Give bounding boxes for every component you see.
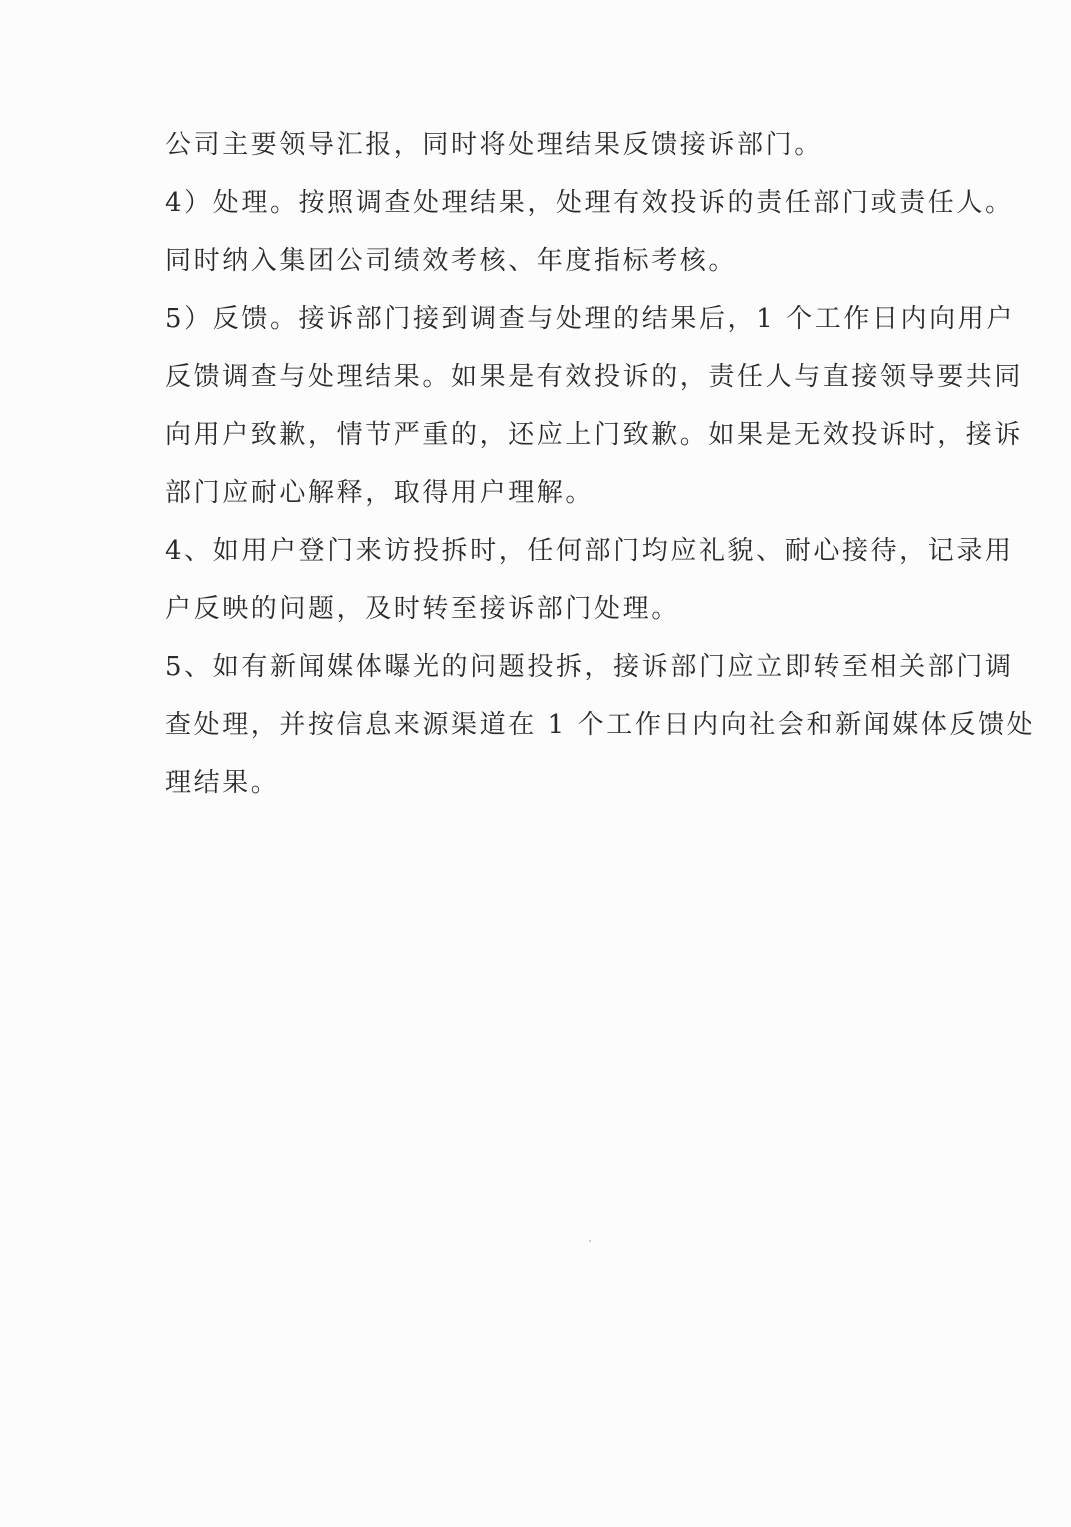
text-line: 公司主要领导汇报，同时将处理结果反馈接诉部门。 xyxy=(165,130,823,160)
text-line: 同时纳入集团公司绩效考核、年度指标考核。 xyxy=(165,246,738,276)
text-line: 5、如有新闻媒体曝光的问题投拆，接诉部门应立即转至相关部门调 xyxy=(165,652,1014,682)
text-line: 反馈调查与处理结果。如果是有效投诉的，责任人与直接领导要共同 xyxy=(165,362,1024,392)
text-line: 4、如用户登门来访投拆时，任何部门均应礼貌、耐心接待，记录用 xyxy=(165,536,1014,566)
text-line: 查处理，并按信息来源渠道在 1 个工作日内向社会和新闻媒体反馈处 xyxy=(165,710,1036,740)
scan-speck xyxy=(589,1240,591,1242)
text-line: 向用户致歉，情节严重的，还应上门致歉。如果是无效投诉时，接诉 xyxy=(165,420,1024,450)
text-line: 4）处理。按照调查处理结果，处理有效投诉的责任部门或责任人。 xyxy=(165,188,1014,218)
text-line: 部门应耐心解释，取得用户理解。 xyxy=(165,478,595,508)
text-line: 户反映的问题，及时转至接诉部门处理。 xyxy=(165,594,680,624)
document-body xyxy=(165,116,1036,812)
text-line: 5）反馈。接诉部门接到调查与处理的结果后，1 个工作日内向用户 xyxy=(165,304,1015,334)
text-line: 理结果。 xyxy=(165,768,280,798)
